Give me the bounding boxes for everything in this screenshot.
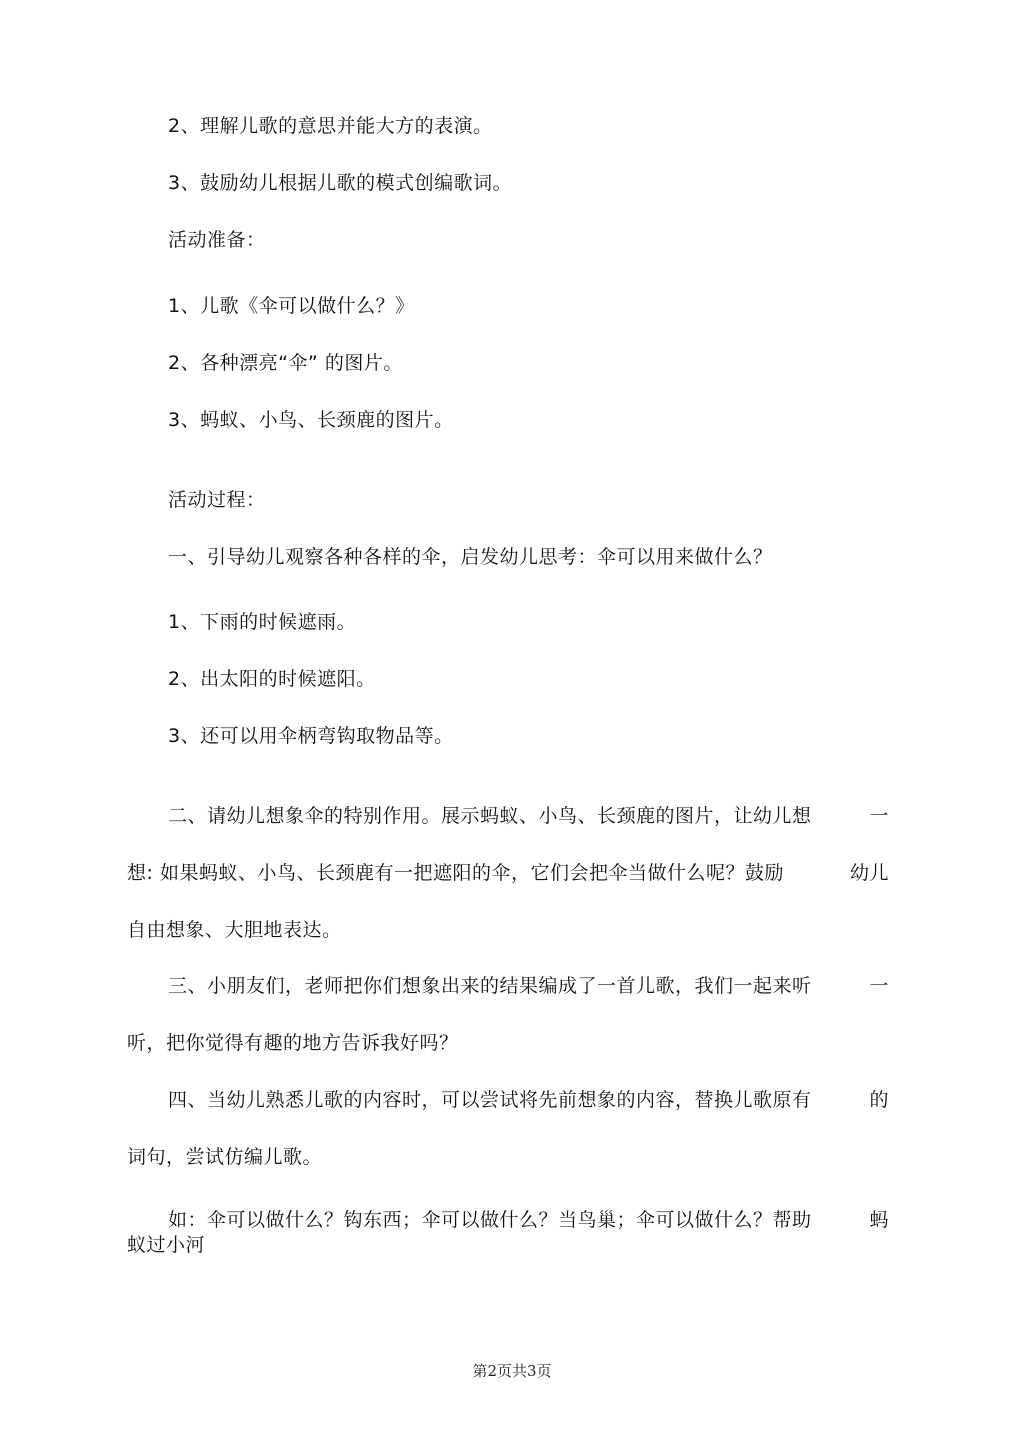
step3-line-1-text: 三、小朋友们，老师把你们想象出来的结果编成了一首儿歌，我们一起来听 bbox=[168, 975, 812, 997]
preparation-item-1: 1、儿歌《伞可以做什么？》 bbox=[168, 295, 415, 317]
step4-line-1-end: 的 bbox=[869, 1089, 889, 1111]
goal-item-2: 2、理解儿歌的意思并能大方的表演。 bbox=[168, 115, 493, 137]
process-heading: 活动过程： bbox=[168, 489, 266, 511]
step4-line-1-text: 四、当幼儿熟悉儿歌的内容时，可以尝试将先前想象的内容，替换儿歌原有 bbox=[168, 1089, 812, 1111]
step1-title: 一、引导幼儿观察各种各样的伞，启发幼儿思考：伞可以用来做什么？ bbox=[168, 546, 773, 568]
step3-line-1 bbox=[127, 974, 889, 998]
step2-line-3: 自由想象、大胆地表达。 bbox=[127, 919, 342, 941]
goal-item-3: 3、鼓励幼儿根据儿歌的模式创编歌词。 bbox=[168, 172, 513, 194]
example-line-1 bbox=[127, 1208, 889, 1232]
step4-line-2: 词句，尝试仿编儿歌。 bbox=[127, 1146, 323, 1168]
example-line-2: 蚁过小河 bbox=[127, 1234, 206, 1256]
example-line-1-text: 如：伞可以做什么？钩东西；伞可以做什么？当鸟巢；伞可以做什么？帮助 bbox=[168, 1209, 812, 1231]
step2-line-1 bbox=[127, 804, 889, 828]
preparation-item-3: 3、蚂蚁、小鸟、长颈鹿的图片。 bbox=[168, 409, 454, 431]
step2-line-1-end: 一 bbox=[869, 805, 889, 827]
step1-item-1: 1、下雨的时候遮雨。 bbox=[168, 611, 357, 633]
preparation-item-2: 2、各种漂亮“伞” 的图片。 bbox=[168, 352, 403, 374]
preparation-heading: 活动准备： bbox=[168, 229, 266, 251]
step3-line-2: 听，把你觉得有趣的地方告诉我好吗？ bbox=[127, 1032, 459, 1054]
step4-line-1 bbox=[127, 1088, 889, 1112]
step1-item-3: 3、还可以用伞柄弯钩取物品等。 bbox=[168, 725, 454, 747]
example-line-1-end: 蚂 bbox=[869, 1209, 889, 1231]
step2-line-2 bbox=[127, 861, 889, 885]
step2-line-2-text: 想: 如果蚂蚁、小鸟、长颈鹿有一把遮阳的伞，它们会把伞当做什么呢？鼓励 bbox=[127, 862, 784, 884]
page-number: 第2页共3页 bbox=[472, 1362, 552, 1380]
step2-line-2-end: 幼儿 bbox=[849, 862, 889, 884]
step2-line-1-text: 二、请幼儿想象伞的特别作用。展示蚂蚁、小鸟、长颈鹿的图片，让幼儿想 bbox=[168, 805, 812, 827]
step1-item-2: 2、出太阳的时候遮阳。 bbox=[168, 668, 376, 690]
step3-line-1-end: 一 bbox=[869, 975, 889, 997]
